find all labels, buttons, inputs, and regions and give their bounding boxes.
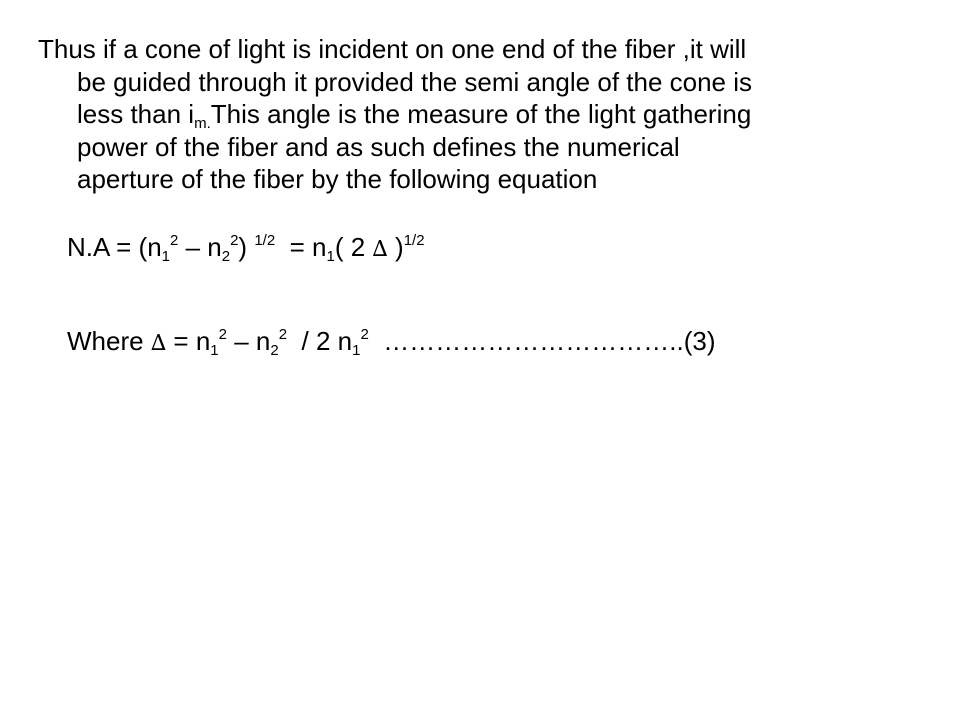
eq2-sup-2: 2	[278, 326, 288, 343]
eq1-close-paren-2: )	[395, 232, 404, 262]
eq1-sub-3: 1	[326, 248, 335, 265]
delta-symbol: ∆	[372, 237, 388, 262]
delta-definition-equation	[67, 326, 715, 357]
eq2-sub-2: 2	[270, 342, 279, 359]
eq2-sup-3: 2	[360, 326, 369, 343]
eq1-exponent-1: 1/2	[254, 232, 276, 249]
paragraph-line-5: aperture of the fiber by the following equation	[77, 164, 598, 194]
eq2-where: Where	[67, 326, 144, 356]
eq2-dots-and-number: ……………………………..(3)	[383, 326, 716, 356]
eq2-divide: / 2 n	[301, 326, 353, 356]
eq1-sub-1: 1	[161, 248, 170, 265]
eq2-minus: – n	[234, 326, 271, 356]
eq1-sup-2: 2	[230, 232, 239, 249]
paragraph-line-3-start: less than i	[77, 99, 195, 129]
eq2-equals-n: = n	[173, 326, 211, 356]
eq1-exponent-2: 1/2	[403, 232, 425, 249]
body-paragraph	[38, 33, 938, 196]
paragraph-line-4: power of the fiber and as such defines the numerical	[77, 131, 680, 162]
eq1-close-paren: )	[238, 232, 248, 262]
paragraph-line-3	[38, 98, 938, 131]
subscript-m: m.	[194, 115, 211, 132]
eq1-lhs: N.A = (n	[67, 232, 162, 262]
delta-symbol: ∆	[150, 331, 167, 356]
numerical-aperture-equation	[67, 232, 425, 263]
eq1-sub-2: 2	[221, 248, 231, 265]
eq1-sup-1: 2	[170, 232, 179, 249]
eq2-sub-1: 1	[210, 342, 219, 359]
eq1-equals-n: = n	[289, 232, 327, 262]
paragraph-line-2: be guided through it provided the semi angle of the cone is	[77, 66, 753, 97]
eq1-open-paren: ( 2	[334, 232, 366, 262]
eq2-sup-1: 2	[218, 326, 227, 343]
paragraph-line-1: Thus if a cone of light is incident on one end of the fiber ,it will	[38, 34, 747, 64]
eq1-minus: – n	[178, 232, 222, 262]
eq2-sub-3: 1	[352, 342, 361, 359]
paragraph-line-3-end: This angle is the measure of the light gathering	[210, 99, 752, 129]
